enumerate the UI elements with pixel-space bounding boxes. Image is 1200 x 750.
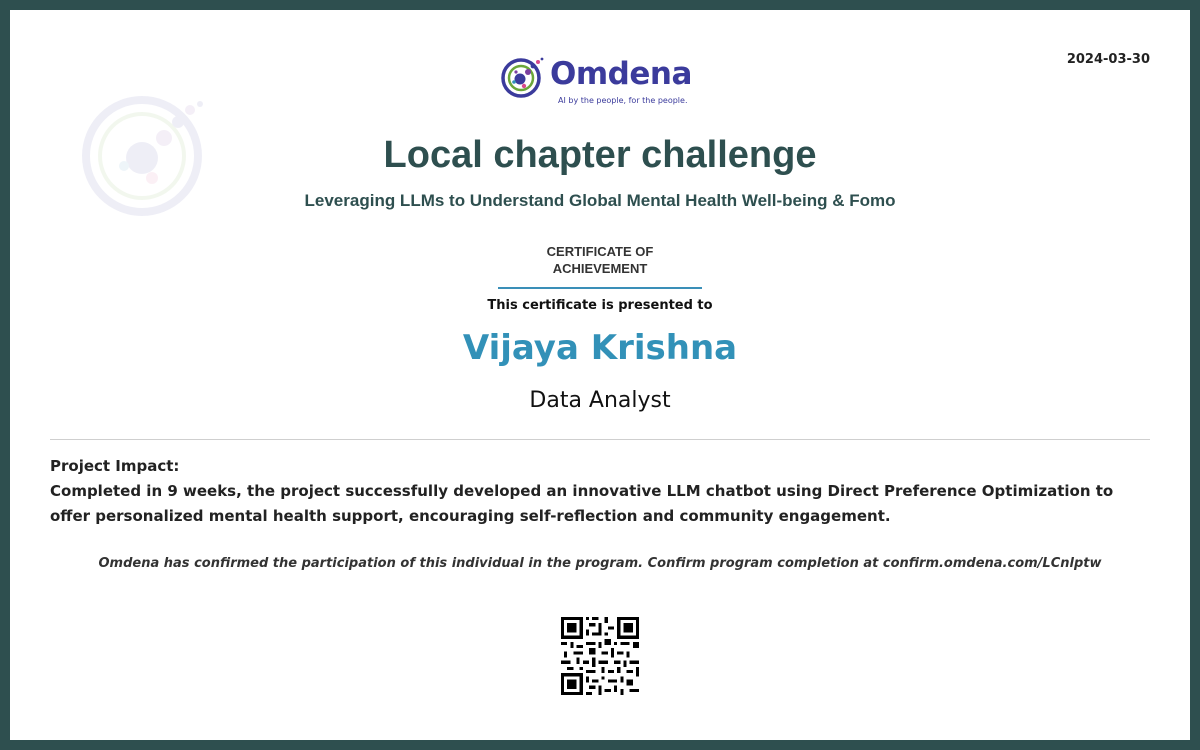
project-impact-label: Project Impact: — [50, 457, 180, 475]
qr-code-icon — [561, 617, 639, 695]
divider — [50, 439, 1150, 440]
certificate-type-line2: ACHIEVEMENT — [552, 261, 648, 276]
project-impact — [50, 454, 1150, 529]
confirmation-note: Omdena has confirmed the participation of this individual in the program. Confirm program completion at confirm.omdena.com/LCnlptw — [98, 556, 1102, 571]
certificate-type — [498, 243, 702, 289]
omdena-logo-icon — [500, 54, 546, 100]
project-subtitle: Leveraging LLMs to Understand Global Mental Health Well-being & Fomo — [304, 191, 896, 210]
issue-date: 2024-03-30 — [1066, 52, 1150, 67]
challenge-title: Local chapter challenge — [383, 134, 817, 176]
project-impact-text: Completed in 9 weeks, the project successfully developed an innovative LLM chatbot using Direct Preference Optimization to offer personalized mental health support, encouraging self-reflection and community engagement. — [50, 482, 1114, 525]
logo-wordmark: Omdena — [550, 56, 692, 92]
recipient-role: Data Analyst — [529, 388, 671, 413]
logo-tagline: AI by the people, for the people. — [558, 96, 688, 105]
omdena-logo — [500, 54, 700, 110]
recipient-name: Vijaya Krishna — [462, 328, 738, 368]
certificate — [10, 10, 1190, 740]
certificate-type-line1: CERTIFICATE OF — [546, 244, 654, 259]
presented-to-label: This certificate is presented to — [487, 298, 713, 313]
